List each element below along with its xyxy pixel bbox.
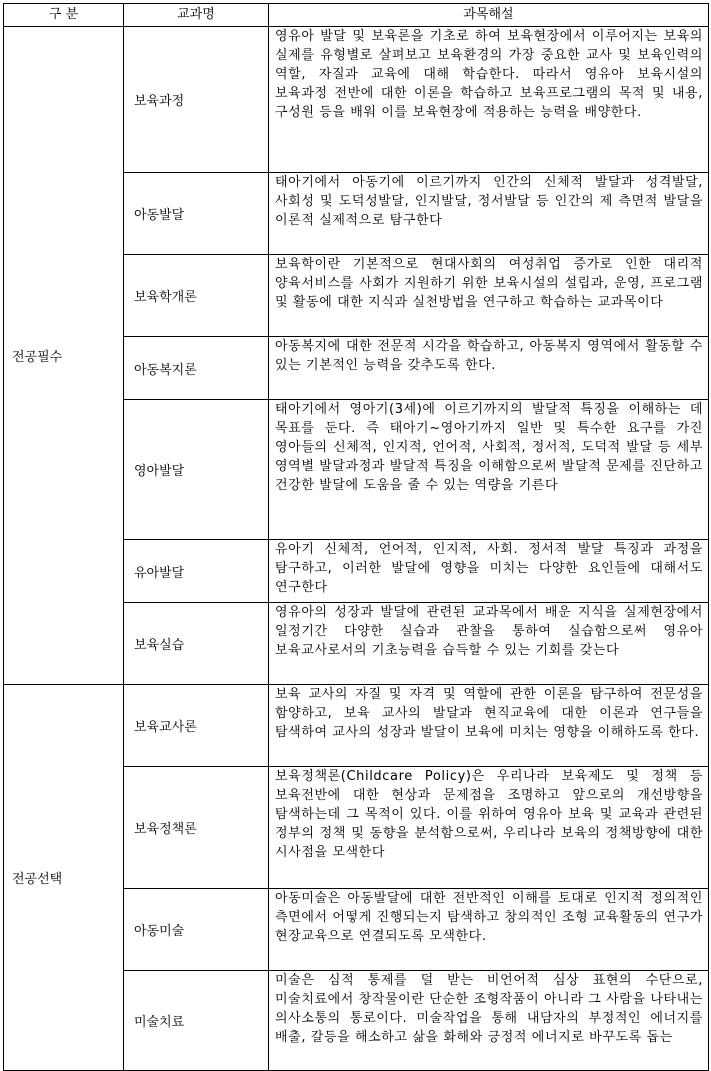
table-row (4, 27, 709, 173)
category-elective: 전공선택 (4, 685, 124, 1071)
course-description: 영유아의 성장과 발달에 관련된 교과목에서 배운 지식을 실제현장에서 일정기간 다양한 실습과 관찰을 통하여 실습함으로써 영유아 보육교사로서의 기초능력을 습득할 수 있는 기회를 갖는다 (269, 603, 709, 685)
course-name: 미술치료 (124, 971, 269, 1071)
course-table (3, 3, 709, 1071)
course-description: 아동복지에 대한 전문적 시각을 학습하고, 아동복지 영역에서 활동할 수 있는 기본적인 능력을 갖추도록 한다. (269, 337, 709, 400)
course-name: 보육과정 (124, 27, 269, 173)
header-category: 구 분 (4, 4, 124, 27)
course-description: 영유아 발달 및 보육론을 기초로 하여 보육현장에서 이루어지는 보육의 실제를 유형별로 살펴보고 보육환경의 가장 중요한 교사 및 보육인력의 역할, 자질과 교육에 대해 학습한다. 따라서 영유아 보육시설의 보육과정 전반에 대한 이론을 학습하고 보육프로그램의 목적 및 내용, 구성원 등을 배워 이를 보육현장에 적용하는 능력을 배양한다. (269, 27, 709, 173)
course-description: 보육정책론(Childcare Policy)은 우리나라 보육제도 및 정책 등 보육전반에 대한 현상과 문제점을 조명하고 앞으로의 개선방향을 탐색하는데 그 목적이 있다. 이를 위하여 영유아 보육 및 교육과 관련된 정부의 정책 및 동향을 분석함으로써, 우리나라 보육의 정책방향에 대한 시사점을 모색한다 (269, 767, 709, 889)
course-name: 아동미술 (124, 889, 269, 971)
course-name: 보육학개론 (124, 255, 269, 337)
course-name: 보육실습 (124, 603, 269, 685)
course-name: 보육교사론 (124, 685, 269, 767)
course-name: 유아발달 (124, 540, 269, 603)
course-description: 미술은 심적 통제를 덜 받는 비언어적 심상 표현의 수단으로, 미술치료에서 창작물이란 단순한 조형작품이 아니라 그 사람을 나타내는 의사소통의 통로이다. 미술작업을 통해 내담자의 부정적인 에너지를 배출, 갈등을 해소하고 삶을 화해와 긍정적 에너지로 바꾸도록 돕는 (269, 971, 709, 1071)
course-name: 아동발달 (124, 173, 269, 255)
course-description: 보육 교사의 자질 및 자격 및 역할에 관한 이론을 탐구하여 전문성을 함양하고, 보육 교사의 발달과 현직교육에 대한 이론과 연구들을 탐색하여 교사의 성장과 발달이 보육에 미치는 영향을 이해하도록 한다. (269, 685, 709, 767)
course-description: 아동미술은 아동발달에 대한 전반적인 이해를 토대로 인지적 정의적인 측면에서 어떻게 진행되는지 탐색하고 창의적인 조형 교육활동의 연구가 현장교육으로 연결되도록 모색한다. (269, 889, 709, 971)
course-name: 보육정책론 (124, 767, 269, 889)
course-description: 유아기 신체적, 언어적, 인지적, 사회. 정서적 발달 특징과 과정을 탐구하고, 이러한 발달에 영향을 미치는 다양한 요인들에 대해서도 연구한다 (269, 540, 709, 603)
course-description: 태아기에서 아동기에 이르기까지 인간의 신체적 발달과 성격발달, 사회성 및 도덕성발달, 인지발달, 정서발달 등 인간의 제 측면적 발달을 이론적 실제적으로 탐구한다 (269, 173, 709, 255)
header-row (4, 4, 709, 27)
header-course: 교과명 (124, 4, 269, 27)
category-required: 전공필수 (4, 27, 124, 685)
table-row (4, 685, 709, 767)
course-name: 영아발달 (124, 400, 269, 540)
course-description: 보육학이란 기본적으로 현대사회의 여성취업 증가로 인한 대리적 양육서비스를 사회가 지원하기 위한 보육시설의 설립과, 운영, 프로그램 및 활동에 대한 지식과 실천방법을 연구하고 학습하는 교과목이다 (269, 255, 709, 337)
course-name: 아동복지론 (124, 337, 269, 400)
header-description: 과목해설 (269, 4, 709, 27)
course-description: 태아기에서 영아기(3세)에 이르기까지의 발달적 특징을 이해하는 데 목표를 둔다. 즉 태아기~영아기까지 일반 및 특수한 요구를 가진 영아들의 신체적, 인지적, 언어적, 사회적, 정서적, 도덕적 발달 등 세부 영역별 발달과정과 발달적 특징을 이해함으로써 발달적 문제를 진단하고 건강한 발달에 도움을 줄 수 있는 역량을 기른다 (269, 400, 709, 540)
